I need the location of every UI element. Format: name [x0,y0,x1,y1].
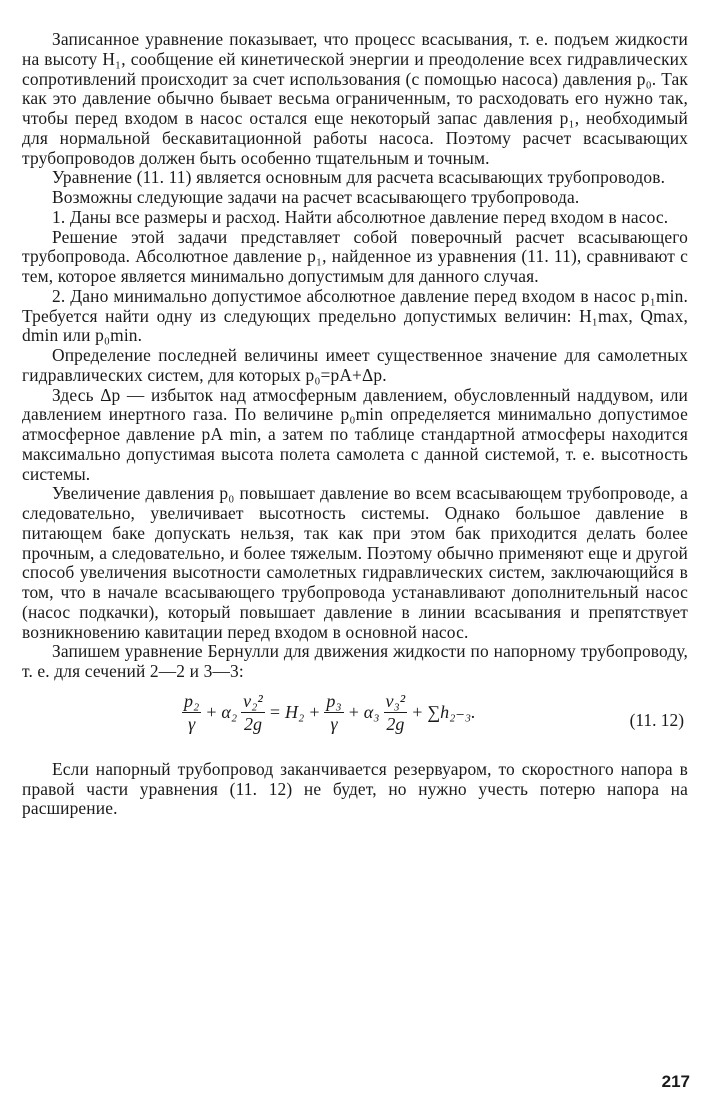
paragraph: Уравнение (11. 11) является основным для расчета всасывающих трубопроводов. [52,167,666,188]
equation-formula: $\frac{\text{p₂}}{\gamma}$ + α₂ $\frac{\text{v₂²}}{2g}$ = H₂ + $\frac{\text{p₃}}{\gamma}$ + α₃ $\frac{\text{v₃²}}{2g}$ + ∑h₂₋₃. [184,690,476,734]
paragraph: Здесь Δp — избыток над атмосферным давлением, обусловленный наддувом, или давлением инертного газа. По величине p₀min определяется минимально допустимое атмосферное давление pА min, а затем по таблице стандартной атмосферы находится максимально допустимая высота полета самолета с данной системой, т. е. высотность системы. [22,384,688,484]
fraction-v2-2g: $\frac{\text{v₂²}}{2g}$ [243,690,263,734]
paragraph: Если напорный трубопровод заканчивается резервуаром, то скоростного напора в правой части уравнения (11. 12) не будет, но нужно учесть потерю напора на расширение. [22,758,688,819]
paragraph: Запишем уравнение Бернулли для движения жидкости по напорному трубопроводу, т. е. для сечений 2—2 и 3—3: [22,641,688,681]
paragraph: Определение последней величины имеет существенное значение для самолетных гидравлических систем, для которых p₀=pА+Δp. [22,345,688,385]
paragraph: 1. Даны все размеры и расход. Найти абсолютное давление перед входом в насос. [52,206,669,227]
paragraph: 2. Дано минимально допустимое абсолютное давление перед входом в насос p₁min. Требуется найти одну из следующих предельно допустимых величин: H₁max, Qmax, dmin или p₀min. [22,285,688,346]
page-number: 217 [661,1072,690,1091]
bernoulli-equation [22,684,688,754]
equation-number: (11. 12) [629,709,684,730]
paragraph: Возможны следующие задачи на расчет всасывающего трубопровода. [52,187,580,207]
fraction-p2-gamma: $\frac{\text{p₂}}{\gamma}$ [184,690,200,734]
fraction-v3-2g: $\frac{\text{v₃²}}{2g}$ [385,690,406,734]
paragraph: Решение этой задачи представляет собой поверочный расчет всасывающего трубопровода. Абсолютное давление p₁, найденное из уравнения (11. 11), сравнивают с тем, которое является минимально допустимым для данного случая. [22,226,688,286]
fraction-p3-gamma: $\frac{\text{p₃}}{\gamma}$ [326,690,342,734]
paragraph: Увеличение давления p₀ повышает давление во всем всасывающем трубопроводе, а следовательно, увеличивает высотность системы. Однако большое давление в питающем баке допускать нельзя, так как при этом бак приходится делать более прочным, а следовательно, и более тяжелым. Поэтому обычно применяют еще и другой способ увеличения высотности самолетных гидравлических систем, заключающийся в том, что в начале всасывающего трубопровода устанавливают дополнительный насос (насос подкачки), который повышает давление в линии всасывания и препятствует возникновению кавитации перед входом в основной насос. [22,483,688,642]
paragraph: Записанное уравнение показывает, что процесс всасывания, т. е. подъем жидкости на высоту H₁, сообщение ей кинетической энергии и преодоление всех гидравлических сопротивлений происходит за счет использования (с помощью насоса) давления p₀. Так как это давление обычно бывает весьма ограниченным, то расходовать его нужно так, чтобы перед входом в насос остался еще некоторый запас давления p₁, необходимый для нормальной бескавитационной работы насоса. Поэтому расчет всасывающих трубопроводов должен быть особенно тщательным и точным. [22,29,688,168]
